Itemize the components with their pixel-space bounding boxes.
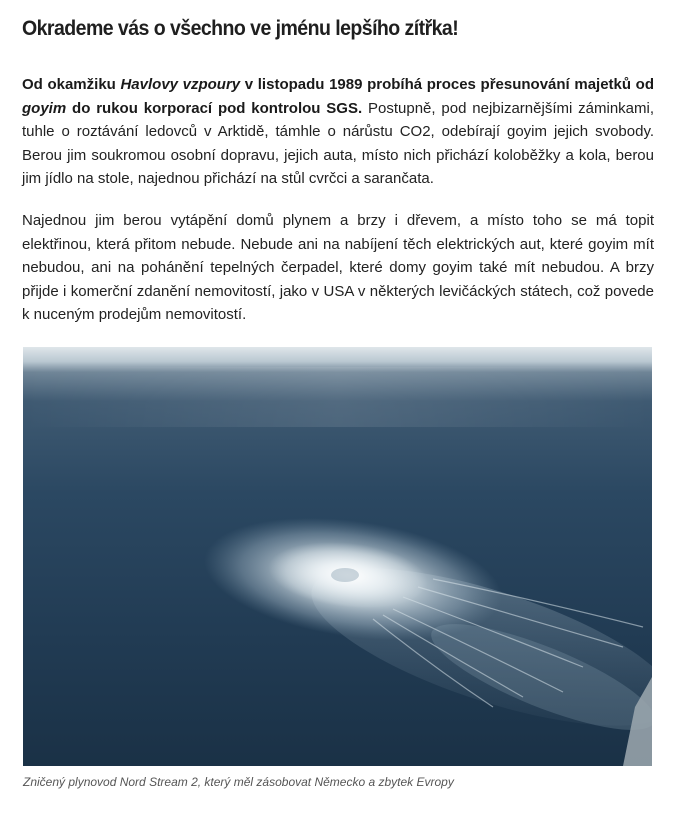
paragraph-intro (22, 73, 654, 191)
article-title: Okrademe vás o všechno ve jménu lepšího zítřka! (22, 17, 459, 40)
emphasis-goyim: goyim (22, 99, 67, 117)
lead-text: Od okamžiku Havlovy vzpoury v listopadu 1989 probíhá proces přesunování majetků od goyim do rukou korporací pod kontrolou SGS. (22, 76, 654, 117)
figure-caption: Zničený plynovod Nord Stream 2, který měl zásobovat Německo a zbytek Evropy (23, 775, 454, 789)
sea-gas-leak-image (23, 347, 652, 766)
emphasis-havlovy-vzpoury: Havlovy vzpoury (120, 76, 241, 93)
paragraph-intro-rest: Postupně, pod nejbizarnějšími záminkami, tuhle o roztávání ledovců v Arktidě, támhle o nárůstu CO2, odebírají goyim jejich svobody. Berou jim soukromou osobní dopravu, jejich auta, místo nich přichází koloběžky a kola, berou jim jídlo na stole, najednou přichází na stůl cvrčci a sarančata. (22, 99, 655, 187)
article-figure (23, 347, 652, 766)
paragraph-second: Najednou jim berou vytápění domů plynem a brzy i dřevem, a místo toho se má topit elektřinou, která přitom nebude. Nebude ani na nabíjení těch elektrických aut, které goyim mít nebudou, ani na pohánění tepelných čerpadel, které domy goyim také mít nebudou. A brzy přijde i komerční zdanění nemovitostí, jako v USA v některých levičáckých státech, což povede k nuceným prodejům nemovitostí. (22, 212, 654, 323)
